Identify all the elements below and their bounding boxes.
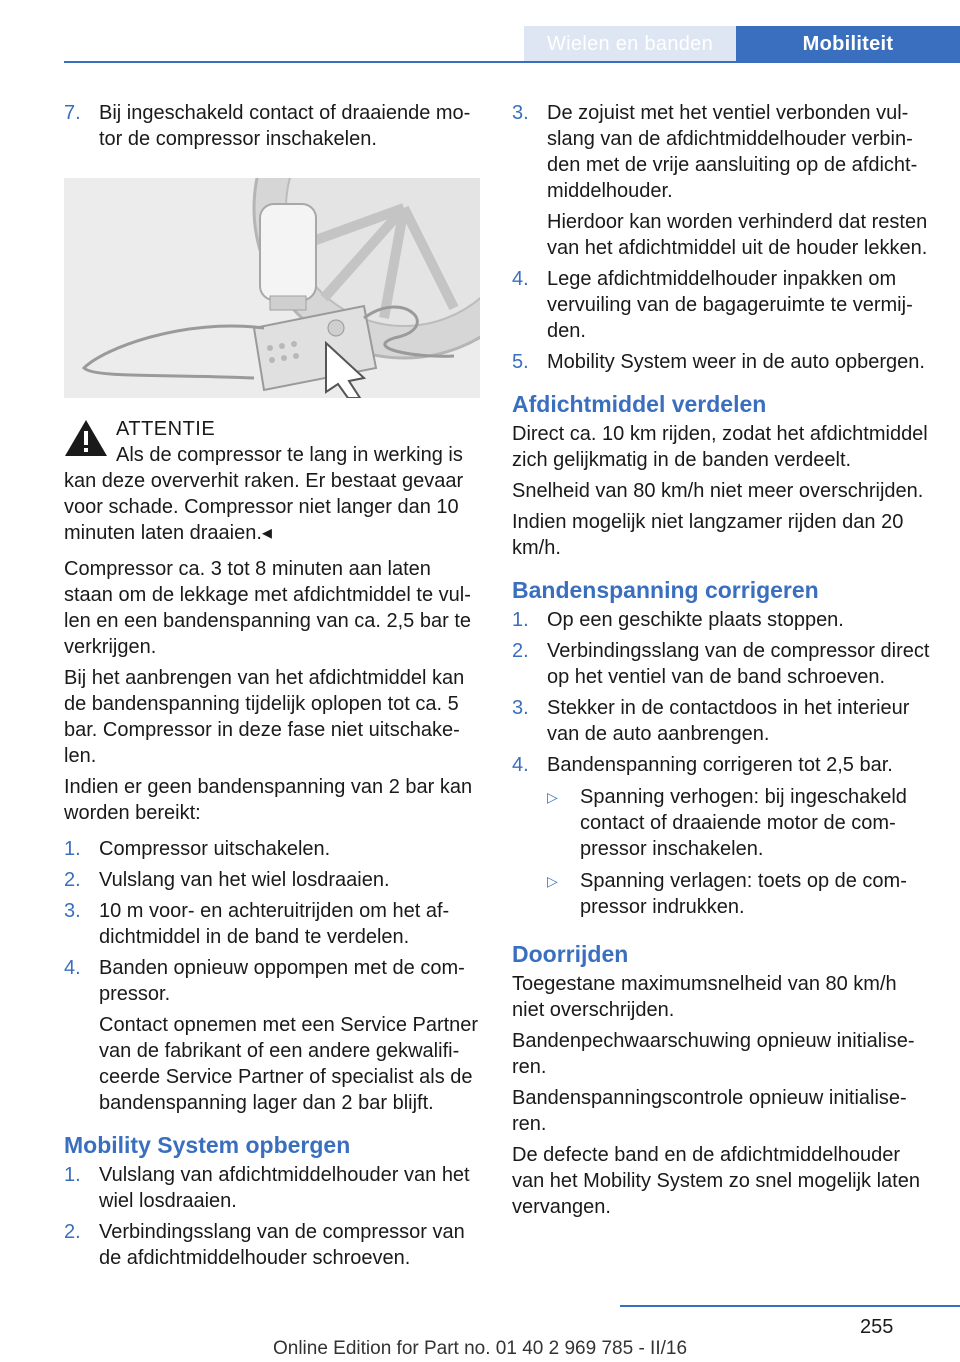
list-item xyxy=(64,898,482,950)
sub-list-item xyxy=(547,868,932,920)
edition-footer: Online Edition for Part no. 01 40 2 969 785 - II/16 xyxy=(272,1338,688,1359)
step-note: Hierdoor kan worden verhinderd dat resten van het afdichtmiddel uit de houder lekken. xyxy=(547,211,928,259)
header-chapter-tab[interactable]: Mobiliteit xyxy=(736,26,960,62)
footer-rule xyxy=(620,1305,960,1307)
list-item xyxy=(512,100,932,261)
paragraph: De defecte band en de afdichtmiddelhouder van het Mobility System zo snel mogelijk laten vervangen. xyxy=(512,1144,920,1218)
step-text: Vulslang van afdichtmiddelhouder van het wiel losdraaien. xyxy=(99,1164,470,1212)
page-number: 255 xyxy=(860,1316,894,1338)
list-item xyxy=(64,1219,482,1271)
step-text: De zojuist met het ventiel verbonden vulslang van de afdichtmiddelhouder verbinden met de vrije aansluiting op de afdichtmiddelhouder. xyxy=(547,102,918,202)
step-number: 5. xyxy=(512,351,529,373)
page-header xyxy=(0,0,960,62)
step-note: Contact opnemen met een Service Partner van de fabrikant of een andere gekwalificeerde Service Partner of specialist als de bandenspanning lager dan 2 bar blijft. xyxy=(99,1014,479,1114)
warning-block xyxy=(64,416,482,546)
step-number: 1. xyxy=(512,609,529,631)
paragraph: Direct ca. 10 km rijden, zodat het afdichtmiddel zich gelijkmatig in de banden verdeelt. xyxy=(512,423,928,471)
sub-item-text: Spanning verlagen: toets op de compressor indrukken. xyxy=(580,870,907,918)
step-number: 2. xyxy=(64,869,81,891)
step-text: Op een geschikte plaats stoppen. xyxy=(547,609,844,631)
triangle-bullet-icon: ▷ xyxy=(547,789,558,805)
sub-item-text: Spanning verhogen: bij ingeschakeld contact of draaiende motor de compressor inschakelen. xyxy=(580,786,907,860)
paragraph: Indien er geen bandenspanning van 2 bar kan worden bereikt: xyxy=(64,776,473,824)
step-text: Verbindingsslang van de compressor van de afdichtmiddelhouder schroeven. xyxy=(99,1221,465,1269)
paragraph: Compressor ca. 3 tot 8 minuten aan laten staan om de lekkage met afdichtmiddel te vullen en een bandenspanning van ca. 2,5 bar te verkrijgen. xyxy=(64,558,471,658)
step-number: 2. xyxy=(512,640,529,662)
step-text: Lege afdichtmiddelhouder inpakken om vervuiling van de bagageruimte te vermijden. xyxy=(547,268,913,342)
paragraph: Indien mogelijk niet langzamer rijden dan 20 km/h. xyxy=(512,511,904,559)
step-text: 10 m voor- en achteruitrijden om het afdichtmiddel in de band te verdelen. xyxy=(99,900,450,948)
step-number: 2. xyxy=(64,1221,81,1243)
paragraph: Toegestane maximumsnelheid van 80 km/h niet overschrijden. xyxy=(512,973,897,1021)
compressor-illustration xyxy=(64,178,480,398)
section-heading: Bandenspanning corrigeren xyxy=(512,577,819,603)
list-item xyxy=(512,266,932,344)
header-section-tab[interactable]: Wielen en banden xyxy=(524,26,736,62)
list-item xyxy=(64,955,482,1116)
list-item xyxy=(64,867,482,893)
warning-triangle-icon xyxy=(64,418,108,458)
step-text: Vulslang van het wiel losdraaien. xyxy=(99,869,390,891)
step-number: 4. xyxy=(512,754,529,776)
step-number: 4. xyxy=(64,957,81,979)
step-number: 3. xyxy=(512,697,529,719)
list-item xyxy=(512,695,932,747)
step-text: Mobility System weer in de auto opbergen. xyxy=(547,351,925,373)
step-text: Stekker in de contactdoos in het interieur van de auto aanbrengen. xyxy=(547,697,910,745)
list-item xyxy=(512,607,932,633)
paragraph: Bandenspanningscontrole opnieuw initialiseren. xyxy=(512,1087,907,1135)
compressor-illustration-svg xyxy=(64,178,480,398)
list-item xyxy=(512,638,932,690)
section-heading: Afdichtmiddel verdelen xyxy=(512,391,767,417)
warning-title: ATTENTIE xyxy=(116,418,216,440)
step-text: Verbindingsslang van de compressor direct op het ventiel van de band schroeven. xyxy=(547,640,930,688)
step-number: 1. xyxy=(64,838,81,860)
paragraph: Snelheid van 80 km/h niet meer overschrijden. xyxy=(512,480,924,502)
paragraph: Bij het aanbrengen van het afdichtmiddel kan de bandenspanning tijdelijk oplopen tot ca. 5 bar. Compressor in deze fase niet uitschakelen. xyxy=(64,667,465,767)
triangle-bullet-icon: ▷ xyxy=(547,873,558,889)
list-item xyxy=(512,349,932,375)
step-number: 4. xyxy=(512,268,529,290)
step-number: 3. xyxy=(512,102,529,124)
step-text: Bandenspanning corrigeren tot 2,5 bar. xyxy=(547,754,893,776)
step-text: Bij ingeschakeld contact of draaiende motor de compressor inschakelen. xyxy=(99,102,471,150)
step-number: 7. xyxy=(64,102,81,124)
step-text: Banden opnieuw oppompen met de compressor. xyxy=(99,957,465,1005)
list-item xyxy=(64,100,482,152)
paragraph: Bandenpechwaarschuwing opnieuw initialiseren. xyxy=(512,1030,915,1078)
section-heading: Doorrijden xyxy=(512,941,629,967)
list-item xyxy=(64,836,482,862)
section-heading: Mobility System opbergen xyxy=(64,1132,351,1158)
right-column xyxy=(512,100,932,1225)
step-number: 1. xyxy=(64,1164,81,1186)
step-text: Compressor uitschakelen. xyxy=(99,838,331,860)
header-rule xyxy=(64,61,960,63)
list-item xyxy=(512,752,932,925)
list-item xyxy=(64,1162,482,1214)
left-column xyxy=(64,100,482,1276)
step-number: 3. xyxy=(64,900,81,922)
warning-text-first-line: Als de compressor te lang in werking is xyxy=(116,444,463,466)
warning-text: kan deze oververhit raken. Er bestaat gevaar voor schade. Compressor niet langer dan 10 minuten laten draaien.◂ xyxy=(64,470,464,544)
sub-list-item xyxy=(547,784,932,862)
